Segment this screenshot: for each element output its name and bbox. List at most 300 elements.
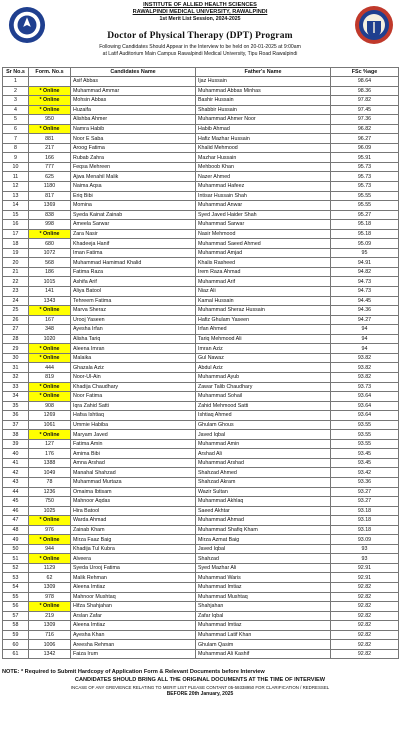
cell-form: 1072 [29,248,71,258]
cell-form: 568 [29,258,71,268]
cell-sr: 53 [3,573,29,583]
cell-fsc-percentage: 94 [331,344,399,354]
cell-form: 1025 [29,506,71,516]
table-row [3,602,399,612]
cell-candidate-name: Muhammad Ammar [71,86,196,96]
cell-sr: 49 [3,535,29,545]
cell-father-name: Mazhar Hussain [196,153,331,163]
cell-form: * Online [29,535,71,545]
table-row [3,124,399,134]
table-row [3,372,399,382]
cell-candidate-name: Manahal Shahzad [71,468,196,478]
table-row [3,134,399,144]
cell-father-name: Irem Raza Ahmad [196,267,331,277]
cell-father-name: Shahzad Ahmed [196,468,331,478]
cell-fsc-percentage: 98.64 [331,77,399,87]
table-row [3,220,399,230]
document-header [0,0,400,67]
table-row [3,544,399,554]
cell-fsc-percentage: 93.82 [331,353,399,363]
cell-fsc-percentage: 92.82 [331,649,399,659]
cell-sr: 35 [3,401,29,411]
cell-father-name: Muhammad Imtiaz [196,582,331,592]
cell-father-name: Muhammad Saeed Ahmed [196,239,331,249]
cell-sr: 18 [3,239,29,249]
interview-notice-line-1: Following Candidates Should Appear in the Interview to be held on 20-01-2025 at 9:00am [99,44,301,50]
cell-candidate-name: Aleena Imran [71,344,196,354]
cell-sr: 61 [3,649,29,659]
cell-fsc-percentage: 93.09 [331,535,399,545]
cell-fsc-percentage: 95.09 [331,239,399,249]
cell-father-name: Shabbir Hussain [196,105,331,115]
cell-form: 944 [29,544,71,554]
cell-father-name: Zahid Mehmood Satti [196,401,331,411]
cell-father-name: Muhammad Amjad [196,248,331,258]
table-row [3,353,399,363]
table-row [3,611,399,621]
table-row [3,315,399,325]
cell-fsc-percentage: 96.27 [331,134,399,144]
column-header-sr: Sr No.s [3,68,29,77]
cell-candidate-name: Naima Aqsa [71,182,196,192]
table-row [3,229,399,239]
cell-father-name: Muhammad Latif Khan [196,630,331,640]
cell-father-name: Hafiz Ghulam Yaseen [196,315,331,325]
cell-father-name: Kamal Hussain [196,296,331,306]
cell-candidate-name: Aleena Imtiaz [71,582,196,592]
cell-form: 1388 [29,458,71,468]
cell-father-name: Zawar Talib Chaudhary [196,382,331,392]
table-row [3,172,399,182]
table-row [3,554,399,564]
cell-form: 1129 [29,563,71,573]
table-row [3,640,399,650]
table-row [3,277,399,287]
cell-form: 716 [29,630,71,640]
cell-fsc-percentage: 93.42 [331,468,399,478]
cell-sr: 11 [3,172,29,182]
cell-fsc-percentage: 95.18 [331,220,399,230]
cell-father-name: Habib Ahmad [196,124,331,134]
cell-candidate-name: Khadija Tul Kubra [71,544,196,554]
cell-sr: 44 [3,487,29,497]
cell-father-name: Intisar Hussain Shah [196,191,331,201]
cell-fsc-percentage: 94.36 [331,306,399,316]
cell-father-name: Zafar Iqbal [196,611,331,621]
cell-candidate-name: Hafsa Ishtiaq [71,411,196,421]
cell-fsc-percentage: 96.82 [331,124,399,134]
cell-sr: 45 [3,497,29,507]
cell-fsc-percentage: 93.64 [331,392,399,402]
cell-fsc-percentage: 93.64 [331,401,399,411]
table-row [3,344,399,354]
cell-father-name: Imran Aziz [196,344,331,354]
table-row [3,487,399,497]
table-row [3,287,399,297]
cell-form: * Online [29,105,71,115]
column-header-father: Father's Name [196,68,331,77]
cell-father-name: Irfan Ahmed [196,325,331,335]
table-row [3,535,399,545]
cell-form: * Online [29,430,71,440]
cell-form: 950 [29,115,71,125]
cell-father-name: Syed Mazhar Ali [196,563,331,573]
cell-candidate-name: Mirza Faaz Baig [71,535,196,545]
cell-form: 1343 [29,296,71,306]
table-row [3,506,399,516]
table-row [3,439,399,449]
cell-father-name: Wazir Sultan [196,487,331,497]
cell-fsc-percentage: 93.45 [331,449,399,459]
cell-father-name: Javed Iqbal [196,430,331,440]
cell-father-name: Muhammad Ali Kashif [196,649,331,659]
cell-sr: 10 [3,162,29,172]
cell-father-name: Muhammad Mushtaq [196,592,331,602]
cell-fsc-percentage: 95.55 [331,201,399,211]
cell-candidate-name: Malaika [71,353,196,363]
cell-sr: 40 [3,449,29,459]
cell-father-name: Muhammad Waris [196,573,331,583]
table-row [3,334,399,344]
cell-sr: 34 [3,392,29,402]
cell-candidate-name: Feqsa Mehreen [71,162,196,172]
cell-fsc-percentage: 93.55 [331,439,399,449]
cell-father-name: Muhammad Ayub [196,372,331,382]
cell-father-name: Nazer Ahmed [196,172,331,182]
cell-candidate-name: Ashifa Arif [71,277,196,287]
cell-candidate-name: Asif Abbas [71,77,196,87]
cell-sr: 29 [3,344,29,354]
table-row [3,143,399,153]
cell-father-name: Muhammad Akhlaq [196,497,331,507]
table-row [3,86,399,96]
table-row [3,458,399,468]
cell-fsc-percentage: 92.82 [331,640,399,650]
cell-candidate-name: Ummie Habiba [71,420,196,430]
cell-fsc-percentage: 92.82 [331,602,399,612]
cell-candidate-name: Alishba Ahmer [71,115,196,125]
table-row [3,573,399,583]
cell-candidate-name: Muhammad Murtaza [71,477,196,487]
cell-fsc-percentage: 93.18 [331,516,399,526]
cell-sr: 1 [3,77,29,87]
cell-fsc-percentage: 95.55 [331,191,399,201]
cell-form: * Online [29,124,71,134]
university-name: RAWALPINDI MEDICAL UNIVERSITY, RAWALPINDI [132,9,268,15]
cell-candidate-name: Rubab Zahra [71,153,196,163]
cell-fsc-percentage: 93.45 [331,458,399,468]
cell-fsc-percentage: 95.91 [331,153,399,163]
cell-father-name: Ghulam Ghous [196,420,331,430]
cell-form: 219 [29,611,71,621]
cell-sr: 3 [3,96,29,106]
cell-candidate-name: Amna Arshad [71,458,196,468]
cell-fsc-percentage: 96.09 [331,143,399,153]
cell-form: 1049 [29,468,71,478]
cell-form: 62 [29,573,71,583]
cell-fsc-percentage: 98.36 [331,86,399,96]
table-body [3,77,399,659]
cell-form: 217 [29,143,71,153]
cell-form: 1006 [29,640,71,650]
cell-candidate-name: Ghazala Aziz [71,363,196,373]
cell-form: * Online [29,554,71,564]
cell-candidate-name: Arslan Zafar [71,611,196,621]
cell-form: * Online [29,229,71,239]
cell-form: * Online [29,353,71,363]
table-row [3,497,399,507]
cell-candidate-name: Eriq Bibi [71,191,196,201]
cell-father-name: Muhammad Abbas Minhas [196,86,331,96]
cell-fsc-percentage: 93.36 [331,477,399,487]
cell-sr: 37 [3,420,29,430]
cell-form: 176 [29,449,71,459]
cell-fsc-percentage: 93 [331,544,399,554]
cell-sr: 58 [3,621,29,631]
cell-candidate-name: Muhammad Hamimad Khalid [71,258,196,268]
cell-father-name: Nasir Mehmood [196,229,331,239]
cell-candidate-name: Amima Bibi [71,449,196,459]
cell-fsc-percentage: 97.45 [331,105,399,115]
cell-form: 838 [29,210,71,220]
footer-notes [2,668,398,698]
cell-form: 1342 [29,649,71,659]
cell-sr: 38 [3,430,29,440]
cell-candidate-name: Hira Batool [71,506,196,516]
cell-form: 141 [29,287,71,297]
cell-fsc-percentage: 93 [331,554,399,564]
cell-fsc-percentage: 93.55 [331,420,399,430]
table-row [3,306,399,316]
cell-fsc-percentage: 92.82 [331,582,399,592]
cell-sr: 12 [3,182,29,192]
cell-father-name: Ghulam Qasim [196,640,331,650]
cell-candidate-name: Mahnoor Aqdas [71,497,196,507]
cell-candidate-name: Malik Rehman [71,573,196,583]
cell-father-name: Syed Javed Haider Shah [196,210,331,220]
cell-sr: 52 [3,563,29,573]
cell-candidate-name: Areesha Rehman [71,640,196,650]
cell-form: 817 [29,191,71,201]
cell-sr: 8 [3,143,29,153]
table-row [3,430,399,440]
cell-candidate-name: Tehreem Fatima [71,296,196,306]
cell-candidate-name: Marva Sheraz [71,306,196,316]
cell-form: * Online [29,306,71,316]
cell-candidate-name: Noor Fatima [71,392,196,402]
cell-father-name: Muhammad Sohail [196,392,331,402]
cell-fsc-percentage: 93.82 [331,372,399,382]
cell-form: 978 [29,592,71,602]
cell-father-name: Javed Iqbal [196,544,331,554]
cell-sr: 7 [3,134,29,144]
cell-form: 1180 [29,182,71,192]
cell-sr: 60 [3,640,29,650]
table-row [3,621,399,631]
cell-form: * Online [29,86,71,96]
cell-fsc-percentage: 92.82 [331,611,399,621]
cell-candidate-name: Khadija Chaudhary [71,382,196,392]
cell-form: * Online [29,344,71,354]
cell-sr: 39 [3,439,29,449]
cell-fsc-percentage: 95.27 [331,210,399,220]
cell-sr: 47 [3,516,29,526]
cell-father-name: Bashir Hussain [196,96,331,106]
cell-father-name: Ijaz Hussain [196,77,331,87]
cell-form: * Online [29,392,71,402]
cell-father-name: Muhammad Sarwar [196,220,331,230]
cell-father-name: Mehboob Khan [196,162,331,172]
cell-form: 625 [29,172,71,182]
table-row [3,630,399,640]
cell-father-name: Gul Nawaz [196,353,331,363]
cell-form: 1269 [29,411,71,421]
cell-candidate-name: Fatima Amin [71,439,196,449]
cell-father-name: Saeed Akhtar [196,506,331,516]
cell-fsc-percentage: 93.73 [331,382,399,392]
cell-candidate-name: Syeda Kainat Zainab [71,210,196,220]
cell-fsc-percentage: 92.82 [331,592,399,602]
cell-fsc-percentage: 94.45 [331,296,399,306]
table-row [3,363,399,373]
cell-sr: 50 [3,544,29,554]
cell-sr: 30 [3,353,29,363]
cell-candidate-name: Khadeeja Hanif [71,239,196,249]
cell-father-name: Mirza Azmat Baig [196,535,331,545]
cell-candidate-name: Ameela Sarwar [71,220,196,230]
cell-sr: 43 [3,477,29,487]
column-header-name: Candidates Name [71,68,196,77]
cell-father-name: Muhammad Imtiaz [196,621,331,631]
cell-father-name: Ishtiaq Ahmed [196,411,331,421]
cell-form: 78 [29,477,71,487]
table-row [3,382,399,392]
cell-candidate-name: Hifza Shahjahan [71,602,196,612]
cell-father-name: Muhammad Shafiq Kham [196,525,331,535]
table-row [3,649,399,659]
cell-candidate-name: Ayesha Irfan [71,325,196,335]
cell-sr: 19 [3,248,29,258]
table-row [3,191,399,201]
cell-sr: 36 [3,411,29,421]
cell-candidate-name: Syeda Urooj Fatima [71,563,196,573]
cell-sr: 13 [3,191,29,201]
note-original-documents: CANDIDATES SHOULD BRING ALL THE ORIGINAL DOCUMENTS AT THE TIME OF INTERVIEW [74,677,326,683]
cell-form: 1309 [29,621,71,631]
cell-father-name: Muhammad Arshad [196,458,331,468]
table-row [3,182,399,192]
cell-father-name: Muhammad Ahmer Noor [196,115,331,125]
cell-sr: 48 [3,525,29,535]
cell-candidate-name: Ayesha Khan [71,630,196,640]
cell-sr: 56 [3,602,29,612]
cell-sr: 41 [3,458,29,468]
cell-father-name: Muhammad Arif [196,277,331,287]
cell-candidate-name: Huzaifa [71,105,196,115]
cell-form: 998 [29,220,71,230]
cell-form: * Online [29,602,71,612]
institute-name: INSTITUTE OF ALLIED HEALTH SCIENCES [143,2,257,8]
table-row [3,592,399,602]
cell-fsc-percentage: 97.82 [331,96,399,106]
cell-sr: 25 [3,306,29,316]
cell-candidate-name: Iman Fatima [71,248,196,258]
table-row [3,239,399,249]
cell-form: 167 [29,315,71,325]
table-row [3,525,399,535]
cell-form: 127 [29,439,71,449]
cell-father-name: Abdul Aziz [196,363,331,373]
cell-candidate-name: Iqra Zahid Satti [71,401,196,411]
cell-form: 166 [29,153,71,163]
table-row [3,248,399,258]
cell-sr: 42 [3,468,29,478]
cell-sr: 57 [3,611,29,621]
cell-candidate-name: Zainab Kham [71,525,196,535]
cell-form: 1020 [29,334,71,344]
cell-sr: 51 [3,554,29,564]
cell-form: 750 [29,497,71,507]
cell-fsc-percentage: 92.91 [331,563,399,573]
table-row [3,468,399,478]
cell-father-name: Khalid Mehmood [196,143,331,153]
cell-form: * Online [29,516,71,526]
table-row [3,516,399,526]
session-label: 1st Merit List Session, 2024-2025 [159,16,241,22]
table-row [3,401,399,411]
table-row [3,201,399,211]
cell-fsc-percentage: 93.18 [331,506,399,516]
cell-candidate-name: Aroog Fatima [71,143,196,153]
cell-fsc-percentage: 94.73 [331,287,399,297]
cell-sr: 32 [3,372,29,382]
cell-candidate-name: Omaima Ibtisam [71,487,196,497]
cell-sr: 26 [3,315,29,325]
cell-form [29,77,71,87]
cell-candidate-name: Aliya Batool [71,287,196,297]
header-text [56,2,344,23]
cell-form: 1369 [29,201,71,211]
cell-candidate-name: Mahnoor Mushtaq [71,592,196,602]
cell-sr: 54 [3,582,29,592]
table-row [3,420,399,430]
cell-sr: 21 [3,267,29,277]
program-title: Doctor of Physical Therapy (DPT) Program [107,31,293,41]
cell-candidate-name: Noor E Saba [71,134,196,144]
cell-fsc-percentage: 93.82 [331,363,399,373]
cell-sr: 28 [3,334,29,344]
table-row [3,477,399,487]
table-row [3,449,399,459]
cell-sr: 15 [3,210,29,220]
cell-father-name: Shahzad [196,554,331,564]
cell-fsc-percentage: 94.27 [331,315,399,325]
cell-fsc-percentage: 94 [331,325,399,335]
column-header-fsc: FSc %age [331,68,399,77]
cell-father-name: Muhammad Sheraz Hussain [196,306,331,316]
cell-fsc-percentage: 92.91 [331,573,399,583]
cell-fsc-percentage: 93.27 [331,497,399,507]
cell-fsc-percentage: 93.64 [331,411,399,421]
cell-sr: 33 [3,382,29,392]
table-row [3,210,399,220]
cell-father-name: Niaz Ali [196,287,331,297]
cell-fsc-percentage: 95.18 [331,229,399,239]
cell-form: 680 [29,239,71,249]
cell-sr: 6 [3,124,29,134]
column-header-form: Form. No.s [29,68,71,77]
cell-sr: 27 [3,325,29,335]
